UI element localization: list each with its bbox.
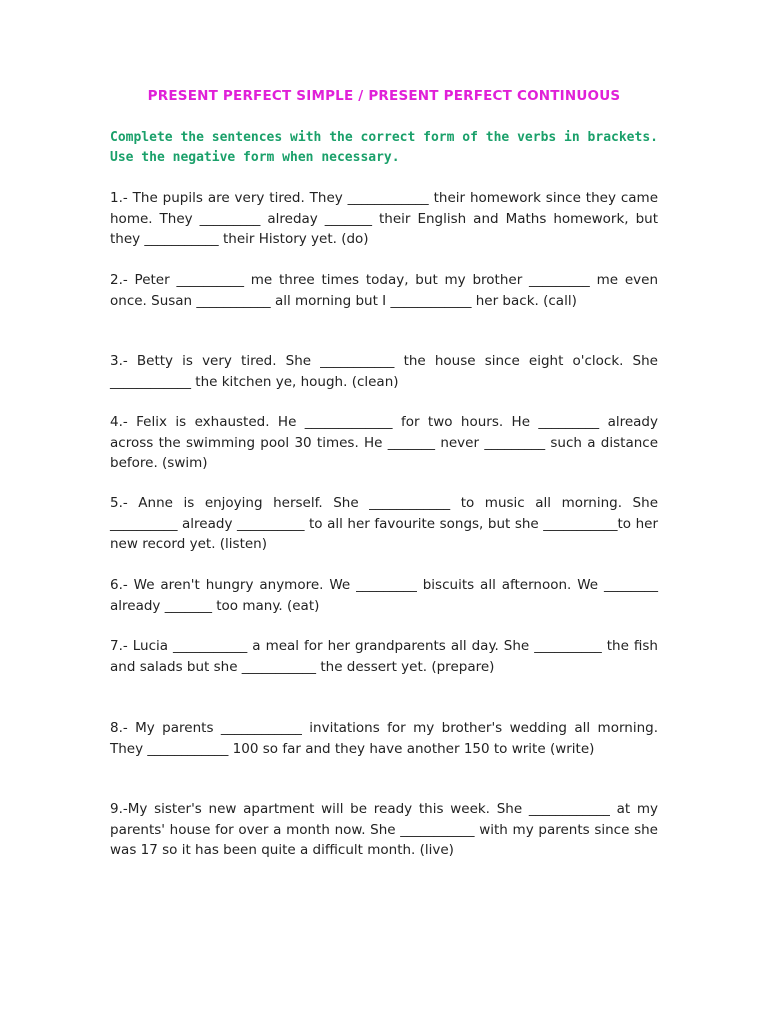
worksheet-instructions: Complete the sentences with the correct form of the verbs in brackets. Use the negative form when necessary.	[110, 130, 658, 165]
exercise-1: 1.- The pupils are very tired. They ____________ their homework since they came home. They _________ alreday _______ their English and Maths homework, but they ___________ their History yet. (do)	[110, 190, 658, 247]
exercise-5: 5.- Anne is enjoying herself. She ____________ to music all morning. She __________ already __________ to all her favourite songs, but she ___________to her new record yet. (listen)	[110, 495, 658, 552]
exercise-7: 7.- Lucia ___________ a meal for her grandparents all day. She __________ the fish and salads but she ___________ the dessert yet. (prepare)	[110, 638, 658, 675]
exercise-9: 9.-My sister's new apartment will be ready this week. She ____________ at my parents' house for over a month now. She ___________ with my parents since she was 17 so it has been quite a difficult month. (live)	[110, 801, 658, 858]
exercise-4: 4.- Felix is exhausted. He _____________ for two hours. He _________ already across the swimming pool 30 times. He _______ never _________ such a distance before. (swim)	[110, 414, 658, 471]
exercise-8: 8.- My parents ____________ invitations for my brother's wedding all morning. They ____________ 100 so far and they have another 150 to write (write)	[110, 720, 658, 757]
exercise-2: 2.- Peter __________ me three times today, but my brother _________ me even once. Susan ___________ all morning but I ____________ her back. (call)	[110, 272, 658, 309]
exercise-6: 6.- We aren't hungry anymore. We _________ biscuits all afternoon. We ________ already _______ too many. (eat)	[110, 577, 658, 614]
exercise-3: 3.- Betty is very tired. She ___________ the house since eight o'clock. She ____________ the kitchen ye, hough. (clean)	[110, 353, 658, 390]
worksheet-title: PRESENT PERFECT SIMPLE / PRESENT PERFECT CONTINUOUS	[147, 88, 621, 104]
